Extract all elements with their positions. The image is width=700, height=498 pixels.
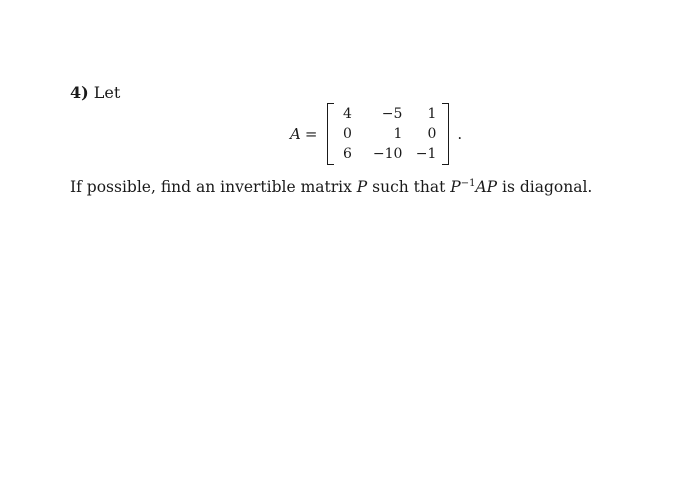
equation-period: . bbox=[457, 125, 463, 143]
matrix-cell-r1c3: 1 bbox=[427, 106, 437, 122]
problem-intro: Let bbox=[93, 83, 121, 102]
matrix-cell-r1c2: −5 bbox=[381, 106, 403, 122]
matrix-cell-r1c1: 4 bbox=[342, 106, 352, 122]
left-bracket bbox=[327, 103, 334, 165]
matrix-body bbox=[334, 103, 442, 165]
equals-sign: = bbox=[304, 125, 318, 143]
matrix-cell-r3c2: −10 bbox=[372, 146, 403, 162]
variable-p-inverse-base: P bbox=[450, 178, 461, 196]
problem-statement bbox=[70, 177, 592, 197]
statement-part-1: If possible, find an invertible matrix bbox=[70, 178, 357, 196]
matrix-name: A bbox=[290, 125, 301, 143]
matrix-cell-r3c3: −1 bbox=[415, 146, 437, 162]
matrix-equation bbox=[290, 103, 462, 165]
variable-p: P bbox=[356, 178, 368, 196]
matrix-cell-r2c1: 0 bbox=[342, 126, 352, 142]
variable-ap: AP bbox=[475, 178, 498, 196]
statement-part-2: such that bbox=[367, 178, 451, 196]
right-bracket bbox=[442, 103, 449, 165]
problem-number: 4) bbox=[70, 83, 89, 102]
matrix-cell-r2c3: 0 bbox=[427, 126, 437, 142]
inverse-exponent: −1 bbox=[460, 178, 476, 189]
matrix bbox=[327, 103, 449, 165]
statement-part-3: is diagonal. bbox=[497, 178, 593, 196]
matrix-cell-r2c2: 1 bbox=[393, 126, 403, 142]
problem-heading bbox=[70, 83, 120, 103]
matrix-cell-r3c1: 6 bbox=[342, 146, 352, 162]
